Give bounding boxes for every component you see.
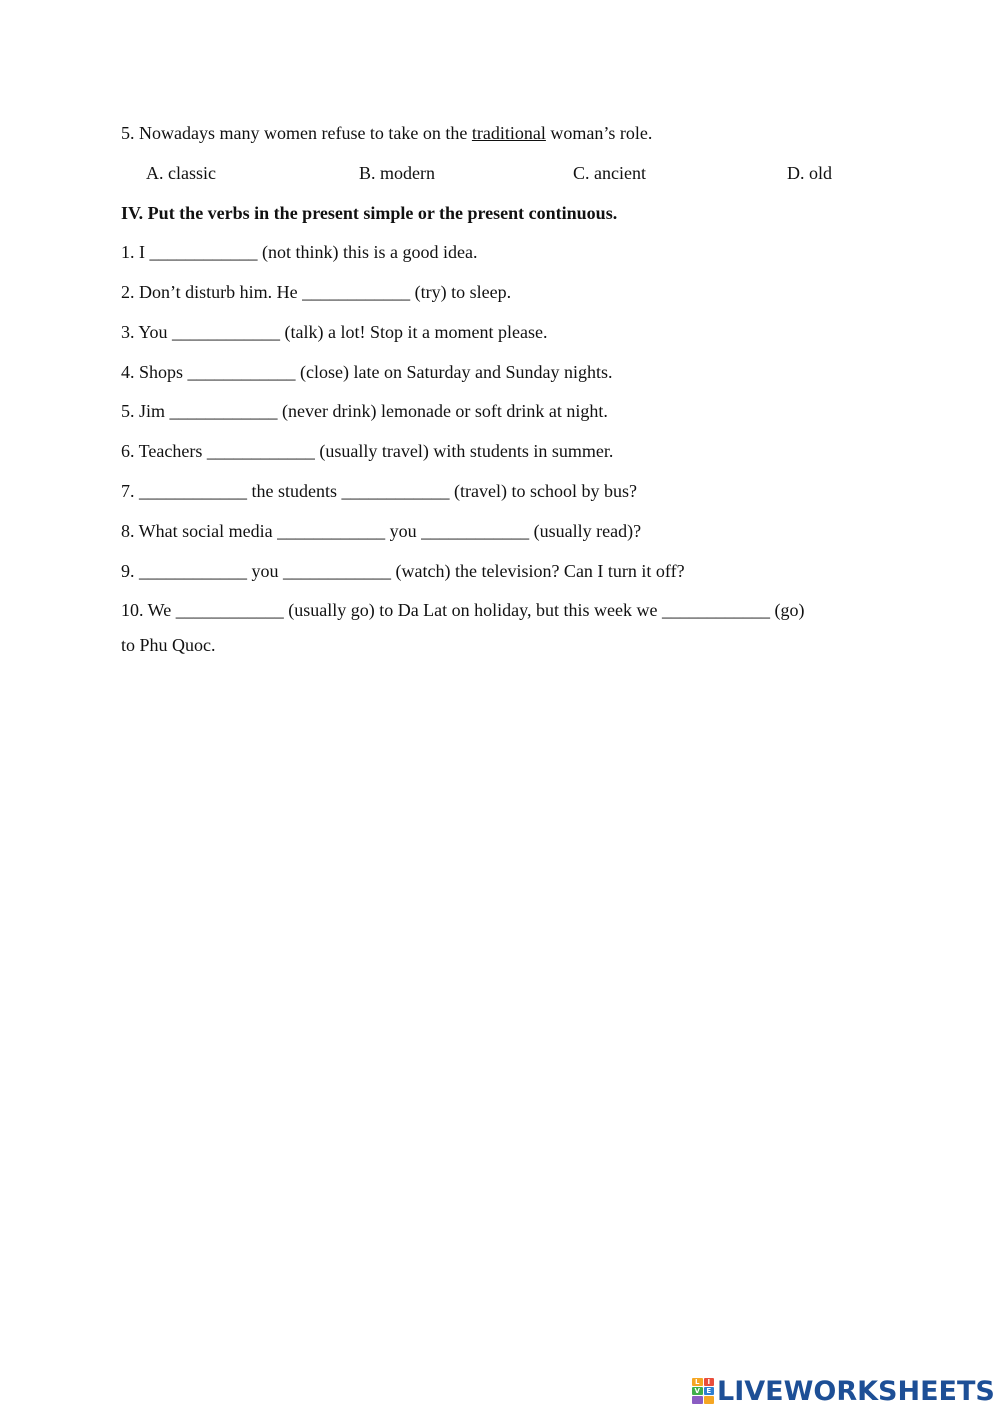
logo-mark-tile: V	[692, 1387, 703, 1395]
section-heading: IV. Put the verbs in the present simple or the present continuous.	[121, 203, 618, 223]
logo-mark-tile	[692, 1396, 703, 1404]
logo-mark-tile: E	[704, 1387, 715, 1395]
liveworksheets-logo	[692, 1374, 995, 1408]
logo-mark-tile	[704, 1396, 715, 1404]
question-5-option-c: C. ancient	[573, 163, 646, 183]
exercise-item-6: 6. Teachers ____________ (usually travel) with students in summer.	[121, 441, 614, 461]
question-5	[121, 122, 652, 144]
exercise-item-1: 1. I ____________ (not think) this is a good idea.	[121, 242, 478, 262]
exercise-item-10: 10. We ____________ (usually go) to Da Lat on holiday, but this week we ____________ (go)	[121, 600, 805, 620]
exercise-item-8: 8. What social media ____________ you ____________ (usually read)?	[121, 521, 642, 541]
exercise-item-3: 3. You ____________ (talk) a lot! Stop it a moment please.	[121, 322, 548, 342]
question-5-suffix: woman’s role.	[545, 123, 653, 143]
liveworksheets-logo-mark	[692, 1378, 714, 1404]
question-5-prefix: 5. Nowadays many women refuse to take on the	[121, 123, 472, 143]
exercise-item-9: 9. ____________ you ____________ (watch) the television? Can I turn it off?	[121, 561, 685, 581]
question-5-option-d: D. old	[787, 163, 832, 183]
exercise-item-5: 5. Jim ____________ (never drink) lemonade or soft drink at night.	[121, 401, 608, 421]
exercise-item-4: 4. Shops ____________ (close) late on Saturday and Sunday nights.	[121, 362, 613, 382]
question-5-underlined-word: traditional	[471, 123, 546, 143]
exercise-item-10-continuation: to Phu Quoc.	[121, 635, 216, 655]
logo-mark-tile: L	[692, 1378, 703, 1386]
exercise-item-7: 7. ____________ the students ____________ (travel) to school by bus?	[121, 481, 637, 501]
question-5-option-a: A. classic	[146, 163, 216, 183]
liveworksheets-logo-text: LIVEWORKSHEETS	[717, 1375, 995, 1407]
question-5-option-b: B. modern	[359, 163, 435, 183]
exercise-item-2: 2. Don’t disturb him. He ____________ (try) to sleep.	[121, 282, 512, 302]
logo-mark-tile: I	[704, 1378, 715, 1386]
